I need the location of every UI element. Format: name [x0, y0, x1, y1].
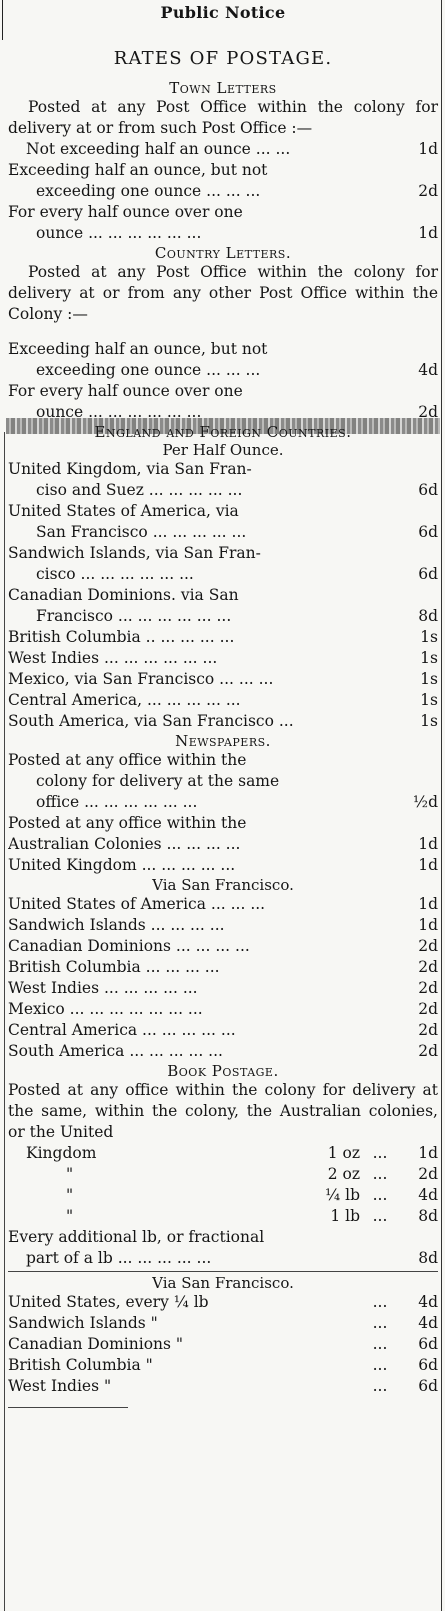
row-amount: 1d	[418, 224, 438, 242]
row-label: exceeding one ounce ... ... ...	[36, 182, 261, 200]
book-via-sf-subheading: Via San Francisco.	[152, 1274, 294, 1292]
table-row	[8, 1292, 438, 1313]
table-row	[8, 181, 438, 202]
row-label: Posted at any office within the	[8, 751, 247, 769]
row-label: Canadian Dominions ... ... ... ...	[8, 937, 250, 955]
row-label: exceeding one ounce ... ... ...	[36, 361, 261, 379]
row-label: United States, every ¼ lb	[8, 1293, 209, 1311]
row-label: United States of America ... ... ...	[8, 895, 266, 913]
row-dots: ...	[372, 1314, 388, 1332]
table-row	[8, 1355, 438, 1376]
row-label: British Columbia "	[8, 1356, 153, 1374]
row-label: ounce ... ... ... ... ... ...	[36, 224, 202, 242]
row-amount: 1d	[418, 1144, 438, 1162]
table-row	[8, 1164, 438, 1185]
row-label: Central America ... ... ... ... ...	[8, 1021, 236, 1039]
row-label: Sandwich Islands "	[8, 1314, 158, 1332]
row-amount: 8d	[418, 1207, 438, 1225]
table-row	[8, 834, 438, 855]
row-weight: ¼ lb	[325, 1186, 360, 1204]
row-label: Not exceeding half an ounce ... ...	[26, 140, 291, 158]
row-label: South America ... ... ... ... ...	[8, 1042, 223, 1060]
per-half-ounce-subheading: Per Half Ounce.	[162, 441, 284, 459]
row-label: Mexico, via San Francisco ... ... ...	[8, 670, 274, 688]
table-row	[8, 999, 438, 1020]
table-row	[8, 1334, 438, 1355]
table-row	[8, 501, 438, 522]
row-label: Francisco ... ... ... ... ... ...	[36, 607, 232, 625]
row-weight: 1 lb	[330, 1207, 360, 1225]
row-dots: ...	[372, 1335, 388, 1353]
row-label: Exceeding half an ounce, but not	[8, 340, 268, 358]
row-label: Mexico ... ... ... ... ... ... ...	[8, 1000, 203, 1018]
table-row	[8, 855, 438, 876]
newspapers-via-sf-subheading: Via San Francisco.	[152, 876, 294, 894]
book-postage-heading: Book Postage.	[167, 1062, 279, 1080]
table-row	[8, 202, 438, 223]
row-amount: 6d	[418, 1335, 438, 1353]
table-row	[8, 459, 438, 480]
row-label: British Columbia .. ... ... ... ...	[8, 628, 235, 646]
table-row	[8, 160, 438, 181]
row-dots: ...	[372, 1356, 388, 1374]
notice-column	[8, 0, 438, 1611]
row-label: For every half ounce over one	[8, 203, 243, 221]
row-amount: 1s	[420, 670, 438, 688]
right-rule	[441, 0, 442, 1611]
public-notice-header: Public Notice	[160, 3, 286, 22]
town-rows	[8, 139, 438, 244]
row-label: Every additional lb, or fractional	[8, 1228, 265, 1246]
row-amount: 1s	[420, 712, 438, 730]
table-row	[8, 223, 438, 244]
row-label: Canadian Dominions "	[8, 1335, 184, 1353]
table-row	[8, 339, 438, 360]
row-amount: 1d	[418, 916, 438, 934]
row-dots: ...	[372, 1144, 388, 1162]
row-amount: 6d	[418, 565, 438, 583]
row-label: part of a lb ... ... ... ... ...	[26, 1249, 212, 1267]
row-label: United Kingdom ... ... ... ... ...	[8, 856, 236, 874]
row-label: "	[66, 1165, 74, 1183]
table-row	[8, 564, 438, 585]
divider	[8, 1271, 438, 1272]
row-amount: 6d	[418, 481, 438, 499]
row-amount: 6d	[418, 523, 438, 541]
row-dots: ...	[372, 1377, 388, 1395]
row-label: Exceeding half an ounce, but not	[8, 161, 268, 179]
table-row	[8, 978, 438, 999]
row-amount: 8d	[418, 607, 438, 625]
row-label: ciso and Suez ... ... ... ... ...	[36, 481, 243, 499]
row-label: West Indies "	[8, 1377, 112, 1395]
table-row	[8, 894, 438, 915]
row-amount: 2d	[418, 182, 438, 200]
row-amount: 4d	[418, 361, 438, 379]
table-row	[8, 139, 438, 160]
row-amount: 1d	[418, 856, 438, 874]
row-amount: 2d	[418, 403, 438, 421]
divider	[8, 1407, 128, 1408]
row-label: British Columbia ... ... ... ...	[8, 958, 220, 976]
table-row	[8, 957, 438, 978]
table-row	[8, 585, 438, 606]
table-row	[8, 627, 438, 648]
row-label: ounce ... ... ... ... ... ...	[36, 403, 202, 421]
book-weight-rows	[8, 1143, 438, 1227]
table-row	[8, 1041, 438, 1062]
row-amount: 2d	[418, 1000, 438, 1018]
table-row	[8, 480, 438, 501]
row-label: Sandwich Islands, via San Fran-	[8, 544, 261, 562]
country-letters-intro: Posted at any Post Office within the colony for delivery at or from any other Post Office within the Colony :—	[8, 263, 438, 323]
table-row	[8, 669, 438, 690]
row-amount: 1s	[420, 691, 438, 709]
row-dots: ...	[372, 1186, 388, 1204]
foreign-rows	[8, 459, 438, 732]
table-row	[8, 915, 438, 936]
row-label: office ... ... ... ... ... ...	[36, 793, 198, 811]
row-label: For every half ounce over one	[8, 382, 243, 400]
row-amount: 6d	[418, 1356, 438, 1374]
table-row	[8, 690, 438, 711]
row-label: Posted at any office within the	[8, 814, 247, 832]
row-label: West Indies ... ... ... ... ... ...	[8, 649, 218, 667]
row-amount: 1d	[418, 140, 438, 158]
table-row	[8, 792, 438, 813]
row-amount: 4d	[418, 1186, 438, 1204]
left-rule-lower	[4, 432, 5, 1611]
book-sf-rows	[8, 1292, 438, 1397]
table-row	[8, 402, 438, 423]
table-row	[8, 1020, 438, 1041]
row-label: Kingdom	[26, 1144, 97, 1162]
table-row	[8, 1185, 438, 1206]
table-row	[8, 813, 438, 834]
table-row	[8, 381, 438, 402]
row-amount: 1s	[420, 628, 438, 646]
rates-title: RATES OF POSTAGE.	[113, 48, 333, 69]
table-row	[8, 771, 438, 792]
table-row	[8, 360, 438, 381]
row-amount: 2d	[418, 1042, 438, 1060]
left-rule	[2, 0, 3, 40]
table-row	[8, 750, 438, 771]
table-row	[8, 1313, 438, 1334]
row-label: West Indies ... ... ... ... ...	[8, 979, 198, 997]
table-row	[8, 543, 438, 564]
table-row	[8, 648, 438, 669]
row-amount: 4d	[418, 1293, 438, 1311]
row-label: United Kingdom, via San Fran-	[8, 460, 252, 478]
row-amount: 2d	[418, 1165, 438, 1183]
table-row	[8, 1248, 438, 1269]
row-dots: ...	[372, 1165, 388, 1183]
table-row	[8, 1206, 438, 1227]
row-label: South America, via San Francisco ...	[8, 712, 294, 730]
row-amount: 2d	[418, 1021, 438, 1039]
row-label: "	[66, 1207, 74, 1225]
row-weight: 1 oz	[327, 1144, 360, 1162]
town-letters-heading: Town Letters	[169, 79, 277, 97]
table-row	[8, 1227, 438, 1248]
row-amount: 2d	[418, 979, 438, 997]
table-row	[8, 606, 438, 627]
newspaper-sf-rows	[8, 894, 438, 1062]
book-postage-intro: Posted at any office within the colony for delivery at the same, within the colony, the Australian colonies, or the United	[8, 1081, 438, 1141]
newspapers-heading: Newspapers.	[175, 732, 271, 750]
table-row	[8, 936, 438, 957]
country-rows	[8, 339, 438, 423]
table-row	[8, 1376, 438, 1397]
row-dots: ...	[372, 1207, 388, 1225]
row-amount: 2d	[418, 958, 438, 976]
row-amount: 1d	[418, 895, 438, 913]
row-label: San Francisco ... ... ... ... ...	[36, 523, 247, 541]
country-letters-heading: Country Letters.	[154, 244, 292, 262]
row-label: Sandwich Islands ... ... ... ...	[8, 916, 225, 934]
row-label: United States of America, via	[8, 502, 239, 520]
table-row	[8, 1143, 438, 1164]
row-label: Australian Colonies ... ... ... ...	[8, 835, 241, 853]
row-amount: 8d	[418, 1249, 438, 1267]
row-label: cisco ... ... ... ... ... ...	[36, 565, 194, 583]
row-amount: 1d	[418, 835, 438, 853]
row-amount: 6d	[418, 1377, 438, 1395]
table-row	[8, 711, 438, 732]
row-label: Canadian Dominions. via San	[8, 586, 239, 604]
row-amount: 2d	[418, 937, 438, 955]
row-amount: 1s	[420, 649, 438, 667]
row-label: colony for delivery at the same	[36, 772, 280, 790]
row-label: "	[66, 1186, 74, 1204]
row-amount: 4d	[418, 1314, 438, 1332]
town-letters-intro: Posted at any Post Office within the colony for delivery at or from such Post Office :—	[8, 98, 438, 137]
row-dots: ...	[372, 1293, 388, 1311]
newspaper-rows	[8, 750, 438, 876]
row-label: Central America, ... ... ... ... ...	[8, 691, 241, 709]
row-weight: 2 oz	[327, 1165, 360, 1183]
table-row	[8, 522, 438, 543]
row-amount: ½d	[413, 793, 438, 811]
foreign-heading: England and Foreign Countries.	[94, 423, 352, 441]
